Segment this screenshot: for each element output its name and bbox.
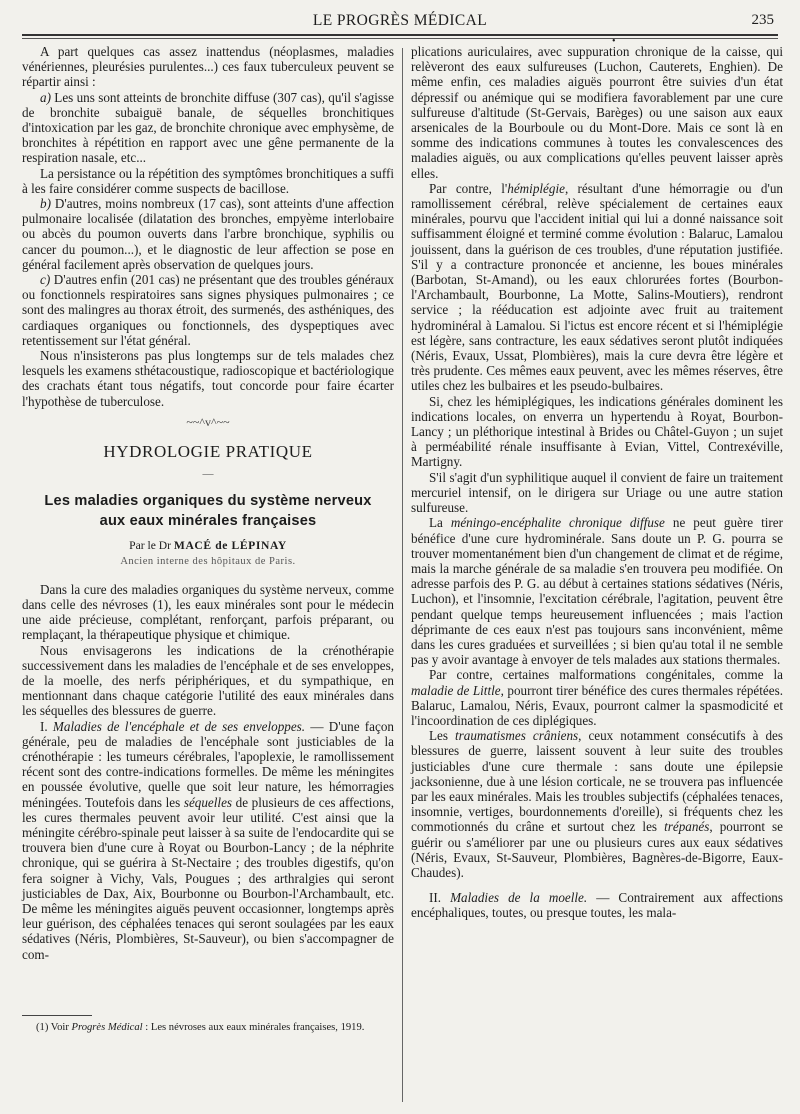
paragraph <box>22 90 394 166</box>
paragraph <box>411 667 783 728</box>
footnote-text: : Les névroses aux eaux minérales françaises, 1919. <box>142 1022 365 1033</box>
paragraph-text: — D'une façon générale, peu de maladies de l'encéphale sont justiciables de la crénothérapie : les tumeurs cérébrales, l'apoplexie, le ramollissement récent sont des contre-indications formelles. De même les méningites en poussée évolutive, quelle que soit leur nature, les hémorragies méningées. Toutefois dans les <box>22 718 394 810</box>
italic-term: hémiplégie <box>507 180 565 196</box>
paragraph: S'il s'agit d'un syphilitique auquel il convient de faire un traitement mercuriel intensif, on le dirigera sur Uriage ou une autre station sulfureuse. <box>411 469 783 516</box>
paragraph: Si, chez les hémiplégiques, les indications générales dominent les indications locales, on enverra un hypertendu à Royat, Bourbon-Lancy ; un pléthorique intestinal à Brides ou Châtel-Guyon ; un sujet à perméabilité rénale insuffisante à Evian, Vittel, Contrexéville, Martigny. <box>411 393 783 470</box>
paragraph: Nous envisagerons les indications de la crénothérapie successivement dans les maladies de l'encéphale et de ses enveloppes, de la moelle, des nerfs périphériques, et du sympathique, en mentionnant dans chaque catégorie l'utilité des eaux minérales dans les séquelles des blessures de guerre. <box>22 642 394 719</box>
italic-term: traumatismes crâniens <box>455 728 579 744</box>
header-dot: • <box>612 36 616 47</box>
footnote-journal: Progrès Médical <box>71 1022 143 1033</box>
paragraph-text: Par contre, certaines malformations congénitales, comme la <box>429 667 783 683</box>
section-title: HYDROLOGIE PRATIQUE <box>103 442 313 462</box>
footnote-text: (1) Voir <box>36 1022 72 1033</box>
paragraph <box>411 890 783 920</box>
paragraph <box>411 515 783 667</box>
article-title <box>22 491 394 531</box>
italic-term: trépanés <box>664 819 710 835</box>
section-separator: — <box>202 468 214 481</box>
paragraph <box>22 719 394 962</box>
paragraph-text: , résultant d'une hémorragie ou d'un ramollissement cérébral, relève spécialement de certaines eaux minérales, pourvu que l'accident initial qui lui a donné naissance soit suffisamment éloigné et terminé comme évolution : Balaruc, Lamalou jouissent, dans la guérison de ces troubles, d'une réputation justifiée. S'il y a contracture prononcée et ancienne, les boues minérales (Barbotan, St-Amand), ou les eaux chlorurées fortes (Bourbon-l'Archambault, Bourbonne, La Motte, Salins-Moutiers), rendront service ; la rééducation est adjointe avec fruit au traitement hydrominéral à Lamalou. Si l'ictus est encore récent et si l'hémiplégie est légère, sans contracture, les eaux sédatives seront plutôt indiquées (Néris, Evaux, Ussat, Plombières), mais la cure devra être légère et très prudente. Ces mêmes eaux peuvent, avec les mêmes réserves, être utiles chez les bulbaires et les pseudo-bulbaires. <box>411 180 783 394</box>
paragraph <box>22 196 394 272</box>
byline-prefix: Par le Dr <box>129 539 171 553</box>
right-column <box>411 44 783 921</box>
paragraph-text: , ceux notamment consécutifs à des blessures de guerre, laissent souvent à leur suite des troubles justiciables d'une cure thermale : sans doute une épilepsie jacksonienne, due à une lésion corticale, ne se trouvera pas influencée par les eaux minérales. Mais les troubles subjectifs (céphalées tenaces, insomnie, vertiges, bourdonnements d'oreille), si fréquents chez les commotionnés du crâne et surtout chez les <box>411 728 783 835</box>
header-rule-thin <box>22 38 778 39</box>
paragraph-text: D'autres enfin (201 cas) ne présentant que des troubles généraux ou fonctionnels respiratoires sans signes physiques pulmonaires ; ce sont des malingres au thorax étroit, des surmenés, des asthéniques, des cardiaques organiques ou fonctionnels, des dyspeptiques avec retentissement sur l'état général. <box>22 272 394 348</box>
subsection-title: Maladies de l'encéphale et de ses enveloppes. <box>52 718 306 734</box>
paragraph-text: , pourront se guérir ou s'améliorer par une ou plusieurs cures aux eaux sédatives (Néris, Evaux, St-Sauveur, Plombières, Bagnères-de-Bigorre, Eaux-Chaudes). <box>411 819 784 880</box>
paragraph: A part quelques cas assez inattendus (néoplasmes, maladies vénériennes, pleurésies purulentes...) ces faux tuberculeux peuvent se répartir ainsi : <box>22 44 394 90</box>
paragraph-text: ne peut guère tirer bénéfice d'une cure hydrominérale. Sans doute un P. G. pourra se trouver momentanément bien d'un changement de climat et de régime, mais la marche générale de sa maladie s'en trouvera peu modifiée. On adresse parfois des P. G. au début à certaines stations sédatives (Néris, Luchon), et l'insomnie, l'excitation cérébrale, l'agitation, peuvent être pendant quelque temps heureusement influencées ; mais l'action déprimante de ces eaux n'est pas toujours sans inconvénient, même dans les cures graduées et surveillées ; si bien qu'au total il ne semble pas y avoir avantage à envoyer de tels malades aux stations thermales. <box>411 515 783 668</box>
italic-term: maladie de Little <box>411 682 501 698</box>
list-label: b) <box>40 196 51 212</box>
paragraph-text: — Contrairement aux affections encéphaliques, toutes, ou presque toutes, les mala- <box>411 890 783 921</box>
footnote-rule <box>22 1015 92 1016</box>
paragraph: Nous n'insisterons pas plus longtemps sur de tels malades chez lesquels les examens sthétacoustique, radioscopique et bactériologique des crachats étant tous négatifs, tout concorde pour faire écarter l'hypothèse de tuberculose. <box>22 348 394 409</box>
journal-title: LE PROGRÈS MÉDICAL <box>312 12 488 29</box>
paragraph: La persistance ou la répétition des symptômes bronchitiques a suffi à les faire considérer comme suspects de bacillose. <box>22 165 394 196</box>
page-header <box>22 10 778 47</box>
section-number: II. <box>429 890 451 906</box>
author-note: Ancien interne des hôpitaux de Paris. <box>120 556 296 568</box>
paragraph <box>411 181 783 394</box>
header-rule <box>22 34 778 36</box>
paragraph-text: D'autres, moins nombreux (17 cas), sont atteints d'une affection pulmonaire localisée (dilatation des bronches, empyème interlobaire ou abcès du poumon ouverts dans l'arbre bronchique, syphilis ou cancer du poumon...), et le diagnostic de leur affection se pose en général facilement après observation de quelques jours. <box>22 196 394 272</box>
paragraph-text: de plusieurs de ces affections, les cures thermales peuvent avoir leur utilité. C'est ainsi que la méningite cérébro-spinale peut laisser à sa suite de l'endocardite qui se trouvera bien d'une cure à Royat ou Bourbon-Lancy ; de la néphrite chronique, qui se guérira à St-Nectaire ; des troubles digestifs, qu'on fera soigner à Vichy, Vals, Pougues ; des arthralgies qui seront justiciables de Dax, Aix, Bourbonne ou Bourbon-l'Archambault, etc. De même les méningites aiguës peuvent occasionner, longtemps après leur guérison, des céphalées tenaces qui seront soulagées par les eaux sédatives (Néris, Plombières, St-Sauveur), ou bien s'accompagner de com- <box>22 794 394 962</box>
column-divider <box>402 48 403 1102</box>
paragraph: Dans la cure des maladies organiques du système nerveux, comme dans celle des névroses (1), les eaux minérales sont pour le médecin une aide précieuse, complétant, renforçant, parfois préparant, ou remplaçant, la thérapeutique physique et chimique. <box>22 581 394 643</box>
paragraph-text: La <box>429 515 451 531</box>
paragraph <box>411 728 783 880</box>
byline <box>22 539 394 552</box>
paragraph-text: Par contre, l' <box>429 180 508 196</box>
section-number: I. <box>40 718 53 734</box>
article-title-line1: Les maladies organiques du système nerveux <box>44 493 372 510</box>
ornament-divider: ~~^v^~~ <box>186 414 230 429</box>
italic-term: séquelles <box>183 794 233 810</box>
footnote <box>22 1022 394 1035</box>
paragraph-text: , pourront tirer bénéfice des cures thermales répétées. Balaruc, Lamalou, Néris, Evaux, pourront calmer la spasmodicité et l'incoordination de ces diplégiques. <box>411 682 783 728</box>
paragraph-text: Les <box>429 728 456 744</box>
italic-term: méningo-encéphalite chronique diffuse <box>450 515 665 531</box>
subsection-title: Maladies de la moelle. <box>450 890 588 906</box>
list-label: c) <box>40 272 51 288</box>
author-name: MACÉ de LÉPINAY <box>173 539 287 553</box>
paragraph: plications auriculaires, avec suppuration chronique de la caisse, qui relèveront des eaux sulfureuses (Luchon, Cauterets, Enghien). De même enfin, ces maladies aiguës pourront être suivies d'un état dépressif ou anémique qui se modifiera favorablement par une cure sulfureuse d'altitude (St-Gervais, Barèges) ou une saison aux eaux arsenicales de la Bourboule ou du Mont-Dore. Mais ce sont là en somme des indications communes à toutes les convalescences des maladies aiguës, ou aux complications qu'elles peuvent laisser après elles. <box>411 44 783 181</box>
list-label: a) <box>40 89 51 105</box>
paragraph-text: Les uns sont atteints de bronchite diffuse (307 cas), qu'il s'agisse de bronchite subaiguë banale, de séquelles bronchitiques d'intoxication par les gaz, de bronchite chronique avec emphysème, de bronchites à répétition en rapport avec une gêne permanente de la respiration nasale, etc... <box>22 89 394 166</box>
paragraph <box>22 272 394 348</box>
left-column <box>22 44 394 962</box>
page-number: 235 <box>751 12 774 28</box>
article-title-line2: aux eaux minérales françaises <box>99 513 317 530</box>
